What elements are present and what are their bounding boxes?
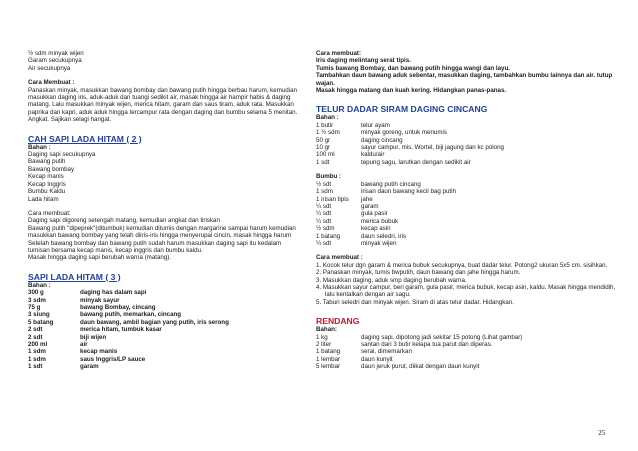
ingredient-item: minyak sayur	[80, 296, 120, 304]
bumbu-row	[316, 225, 616, 232]
ingredient-item: telur ayam	[361, 121, 390, 129]
left-column	[28, 50, 303, 371]
bahan-label: Bahan :	[28, 143, 51, 151]
step-text: Bawang putih "dipeprek"(ditumbuk) kemudian ditumis dengan margarine sampai harum kemudian masukkan bawang bombay yang telah diiris-iris hingga menyerupai cincin, masak hingga harum	[28, 224, 296, 240]
recipe-title-sapi-lada-hitam-3: SAPI LADA HITAM ( 3 )	[28, 271, 121, 282]
ingredient-row	[28, 289, 303, 296]
bahan-label: Bahan:	[316, 326, 337, 334]
ingredient-qty: 1 butir	[316, 121, 334, 129]
step-text: Tambahkan daun bawang aduk sebentar, masukkan daging, tambahkan bumbu lainnya dan air. tutup wajan.	[316, 72, 613, 87]
bumbu-row	[316, 218, 616, 225]
ingredient-row	[28, 304, 303, 311]
ingredient-item: air	[80, 341, 88, 348]
bumbu-qty: ¼ sdt	[316, 210, 332, 218]
ingredient-item: minyak goreng, untuk menumis	[361, 129, 447, 137]
ingredient-qty: 1 sdm	[28, 348, 46, 356]
step-text: Setelah bawang bombay dan bawang putih sudah harum masukkan daging sapi itu kedalam tumisan bersama kecap manis, kecap inggris dan bumbu kaldu.	[28, 239, 282, 254]
bumbu-item: garam	[361, 202, 379, 210]
ingredient-item: biji wijen	[80, 333, 107, 341]
ingredient-row	[316, 144, 616, 151]
ingredient-item: daging cincang	[361, 136, 403, 144]
bumbu-item: jahe	[361, 195, 373, 203]
ingredient-line: Lada hitam	[28, 195, 59, 203]
ingredient-qty: 75 g	[28, 303, 41, 311]
ingredient-row	[316, 137, 616, 144]
ingredient-row	[28, 311, 303, 318]
ingredient-qty: 2 sdt	[28, 333, 43, 341]
bumbu-item: merica bubuk	[361, 217, 399, 225]
bumbu-row	[316, 181, 616, 188]
ingredient-item: daun kunyit	[361, 355, 393, 363]
ingredient-qty: 2 liter	[316, 341, 332, 348]
ingredient-item: merica hitam, tumbuk kasar	[80, 326, 162, 334]
recipe-title-rendang: RENDANG	[316, 316, 360, 327]
ingredient-qty: 300 g	[28, 289, 44, 297]
bahan-label: Bahan :	[316, 114, 339, 122]
ingredient-line: Bawang putih	[28, 158, 66, 166]
ingredient-row	[28, 341, 303, 348]
step-item: 5. Taburi seledri dan minyak wijen. Siram di atas telur dadar. Hidangkan.	[316, 298, 514, 306]
recipe-title-telur-dadar: TELUR DADAR SIRAM DAGING CINCANG	[316, 104, 488, 115]
ingredient-item: bawang putih, memarkan, cincang	[80, 311, 182, 319]
cara-membuat-label: Cara membuat:	[316, 50, 362, 57]
ingredient-row	[316, 356, 616, 363]
ingredient-row	[316, 122, 616, 129]
ingredient-row	[316, 341, 616, 348]
cara-membuat-label: Cara membuat :	[316, 254, 363, 262]
ingredient-row	[28, 363, 303, 370]
ingredient-qty: 100 ml	[316, 151, 335, 159]
ingredient-row	[28, 348, 303, 355]
ingredient-row	[316, 363, 616, 370]
bumbu-row	[316, 210, 616, 217]
ingredient-qty: 5 batang	[28, 318, 54, 326]
ingredient-line: Kecap Inggris	[28, 180, 66, 188]
bumbu-qty: ½ sdm	[316, 225, 335, 233]
bumbu-row	[316, 233, 616, 240]
intro-line: ½ sdm minyak wijen	[28, 50, 84, 57]
ingredient-line: Kecap manis	[28, 173, 64, 181]
ingredient-item: saus Inggris/LP sauce	[80, 355, 146, 363]
ingredient-item: kecap manis	[80, 348, 118, 356]
ingredient-row	[28, 326, 303, 333]
ingredient-item: sayur campur, mis. Wortel, biji jagung dan kc polong	[361, 144, 504, 152]
intro-line: Garam secukupnya	[28, 57, 82, 65]
ingredient-row	[28, 297, 303, 304]
cara-membuat-label: Cara membuat:	[28, 209, 71, 217]
recipe-title-cah-sapi-2: CAH SAPI LADA HITAM ( 2 )	[28, 133, 142, 144]
ingredient-qty: 50 gr	[316, 136, 331, 144]
ingredient-qty: 1 kg	[316, 333, 328, 341]
ingredient-row	[316, 129, 616, 136]
intro-line: Air secukupnya	[28, 64, 71, 72]
ingredient-qty: 5 lembar	[316, 363, 341, 371]
bumbu-item: minyak wijen	[361, 239, 397, 247]
ingredient-item: kaldu/air	[361, 151, 385, 159]
ingredient-item: daun jeruk purut, diikat dengan daun kunyit	[361, 363, 480, 371]
bumbu-row	[316, 203, 616, 210]
ingredient-item: garam	[80, 363, 99, 371]
bumbu-row	[316, 188, 616, 195]
ingredient-line: Daging sapi secukupnya	[28, 151, 96, 159]
step-item: 1. Kocok telur dgn garam & merica bubuk secukupnya, buat dadar telur. Potong2 ukuran 5x5 cm. sisihkan.	[316, 261, 608, 269]
bahan-label: Bahan :	[28, 281, 51, 289]
ingredient-qty: 1 sdt	[316, 158, 330, 166]
ingredient-qty: 3 sdm	[28, 296, 46, 304]
step-text: Daging sapi digoreng setengah matang, kemudian angkat dan tiriskan	[28, 217, 220, 225]
ingredient-item: serai, dimemarkan	[361, 348, 412, 356]
ingredient-qty: 1 lembar	[316, 355, 341, 363]
ingredient-qty: 10 gr	[316, 144, 331, 152]
bumbu-qty: ¼ sdt	[316, 239, 332, 247]
bumbu-qty: ¼ sdt	[316, 217, 332, 225]
bumbu-qty: 1 batang	[316, 232, 341, 240]
ingredient-row	[316, 151, 616, 158]
ingredient-qty: 3 siung	[28, 311, 50, 319]
ingredient-item: daging has dalam sapi	[80, 289, 147, 297]
bumbu-row	[316, 240, 616, 247]
ingredient-item: tepung sagu, larutkan dengan sedikit air	[361, 158, 471, 166]
ingredient-row	[28, 319, 303, 326]
bumbu-qty: 1 irisan tipis	[316, 195, 349, 203]
bumbu-item: bawang putih cincang	[361, 180, 421, 188]
bumbu-qty: ¼ sdt	[316, 202, 332, 210]
step-text: Masak hingga daging sapi berubah warna (matang).	[28, 254, 172, 262]
ingredient-qty: 2 sdt	[28, 326, 43, 334]
ingredient-line: Bumbu Kaldu	[28, 188, 66, 196]
step-item: 4. Masukkan sayur campur, beri garam, gula pasir, merica bubuk, kecap asin, kaldu. Masak hingga mendidih, lalu kentalkan dengan air sagu.	[316, 283, 616, 299]
step-list	[316, 262, 616, 306]
right-column	[316, 50, 616, 371]
ingredient-row	[316, 334, 616, 341]
bumbu-label: Bumbu :	[316, 173, 342, 181]
ingredient-line: Bawang bombay	[28, 165, 75, 173]
ingredient-item: daging sapi, dipotong jadi sekitar 15 potong (Lihat gambar)	[361, 333, 523, 341]
ingredient-qty: 1 sdm	[28, 355, 46, 363]
ingredient-item: daun bawang, ambil bagian yang putih, iris serong	[80, 318, 229, 326]
bumbu-item: gula pasir	[361, 210, 388, 218]
bumbu-item: kecap asin	[361, 225, 391, 233]
bumbu-item: irisan daun bawang kecil bag putih	[361, 188, 456, 196]
bumbu-qty: ½ sdt	[316, 180, 332, 188]
step-item: 3. Masukkan daging, aduk smp daging berubah warna.	[316, 276, 467, 284]
ingredient-item: bawang Bombay, cincang	[80, 303, 156, 311]
bumbu-qty: 1 sdm	[316, 188, 333, 196]
step-item: 2. Panaskan minyak, tumis bwputih, daun bawang dan jahe hingga harum.	[316, 269, 521, 277]
ingredient-row	[28, 334, 303, 341]
cara-membuat-text: Panaskan minyak, masukkan bawang bombay dan bawang putih hingga berbau harum, kemudian masukkan daging iris, aduk-aduk dan tuangi sedikit air, masak hingga air hampir habis & daging matang. Lalu masukkan minyak wijen, merica hitam, garam dan saus tiram, aduk rata. Masukkan paprika dan kapri, aduk aduk hingga tercampur rata dengan daging dan bumbu selama 5 menitan. Angkat. Sajikan selagi hangat.	[28, 86, 298, 124]
ingredient-item: santan dari 3 butir kelapa tua parut dan diperas.	[361, 341, 493, 348]
page-number: 25	[598, 428, 606, 437]
cara-membuat-label: Cara Membuat :	[28, 79, 75, 87]
ingredient-row	[316, 348, 616, 355]
ingredient-qty: 200 ml	[28, 341, 48, 348]
step-text: Masak hingga matang dan kuah kering. Hidangkan panas-panas.	[316, 87, 507, 95]
ingredient-qty: 1 ½ sdm	[316, 129, 340, 137]
bumbu-row	[316, 196, 616, 203]
bumbu-item: daun seledri, iris	[361, 232, 407, 240]
ingredient-qty: 1 sdt	[28, 363, 43, 371]
ingredient-row	[316, 159, 616, 166]
ingredient-qty: 1 batang	[316, 348, 341, 356]
step-text: Iris daging melintang serat tipis.	[316, 57, 411, 65]
step-text: Tumis bawang Bombay, dan bawang putih hingga wangi dan layu.	[316, 64, 511, 72]
ingredient-row	[28, 356, 303, 363]
